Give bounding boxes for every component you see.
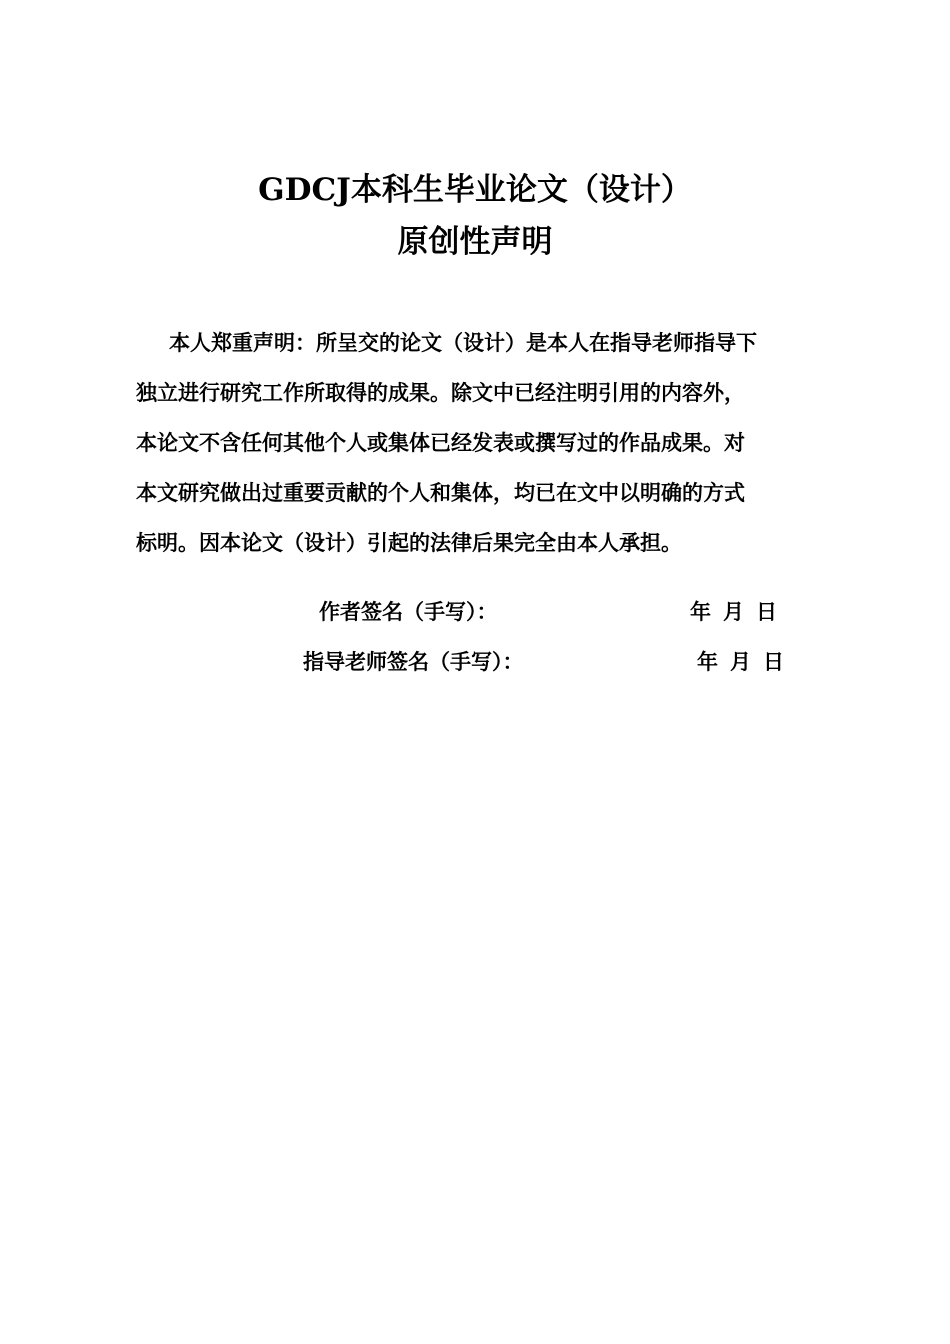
advisor-date-month: 月 [730, 649, 751, 674]
author-date-year: 年 [690, 599, 711, 624]
advisor-signature-date [697, 647, 784, 677]
statement-line-4: 本文研究做出过重要贡献的个人和集体，均已在文中以明确的方式 [136, 480, 745, 505]
statement-line-1: 本人郑重声明：所呈交的论文（设计）是本人在指导老师指导下 [169, 330, 757, 355]
advisor-signature-label: 指导老师签名（手写）： [303, 649, 524, 674]
advisor-date-day: 日 [763, 649, 784, 674]
author-date-day: 日 [756, 599, 777, 624]
author-signature-label: 作者签名（手写）： [319, 599, 498, 624]
statement-paragraph [136, 318, 846, 568]
author-signature-date [690, 597, 777, 627]
title-line-2: 原创性声明 [397, 224, 553, 260]
title-line-1: GDCJ本科生毕业论文（设计） [258, 172, 692, 208]
advisor-date-year: 年 [697, 649, 718, 674]
statement-line-5: 标明。因本论文（设计）引起的法律后果完全由本人承担。 [136, 530, 682, 555]
statement-line-3: 本论文不含任何其他个人或集体已经发表或撰写过的作品成果。对 [136, 430, 745, 455]
statement-line-2: 独立进行研究工作所取得的成果。除文中已经注明引用的内容外， [136, 380, 745, 405]
author-date-month: 月 [723, 599, 744, 624]
